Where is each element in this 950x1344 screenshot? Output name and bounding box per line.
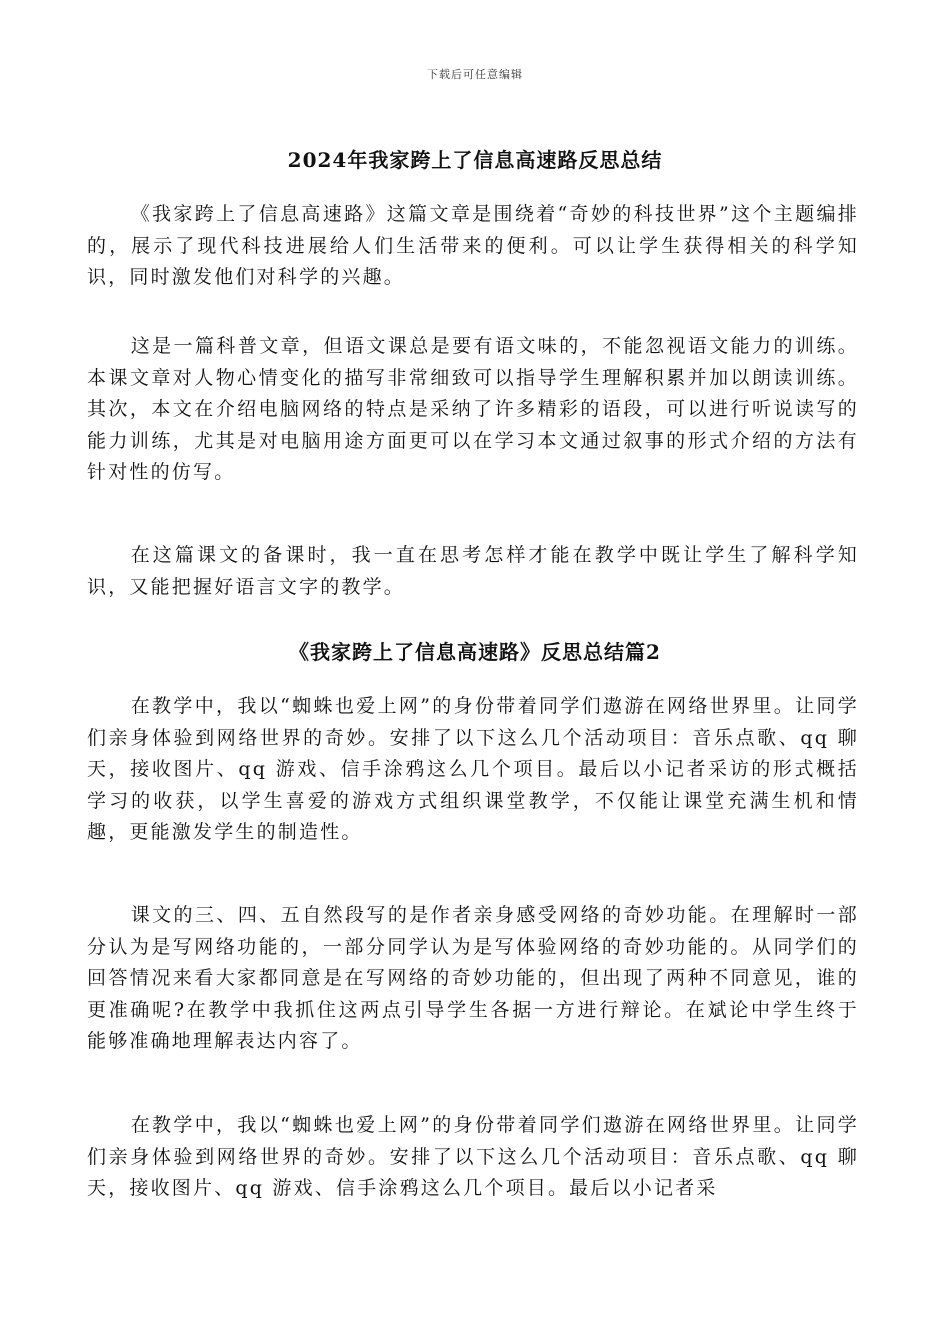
paragraph-3: 在这篇课文的备课时，我一直在思考怎样才能在教学中既让学生了解科学知识，又能把握好语言文字的教学。: [87, 544, 859, 598]
section-2-paragraph-3: 在教学中，我以“蜘蛛也爱上网”的身份带着同学们遨游在网络世界里。让同学们亲身体验到网络世界的奇妙。安排了以下这么几个活动项目：音乐点歌、qq 聊天，接收图片、qq 游戏、信手涂鸦这么几个项目。最后以小记者采: [87, 1114, 859, 1199]
section-2-title: 《我家跨上了信息高速路》反思总结篇2: [289, 640, 661, 664]
header-note: 下载后可任意编辑: [427, 68, 523, 81]
paragraph-2: 这是一篇科普文章，但语文课总是要有语文味的，不能忽视语文能力的训练。本课文章对人物心情变化的描写非常细致可以指导学生理解积累并加以朗读训练。其次，本文在介绍电脑网络的特点是采纳了许多精彩的语段，可以进行听说读写的能力训练，尤其是对电脑用途方面更可以在学习本文通过叙事的形式介绍的方法有针对性的仿写。: [87, 335, 859, 483]
section-2-paragraph-1: 在教学中，我以“蜘蛛也爱上网”的身份带着同学们遨游在网络世界里。让同学们亲身体验到网络世界的奇妙。安排了以下这么几个活动项目：音乐点歌、qq 聊天，接收图片、qq 游戏、信手涂鸦这么几个项目。最后以小记者采访的形式概括学习的收获，以学生喜爱的游戏方式组织课堂教学，不仅能让课堂充满生机和情趣，更能激发学生的制造性。: [87, 695, 859, 843]
paragraph-1: 《我家跨上了信息高速路》这篇文章是围绕着“奇妙的科技世界”这个主题编排的，展示了现代科技进展给人们生活带来的便利。可以让学生获得相关的科学知识，同时激发他们对科学的兴趣。: [87, 203, 859, 288]
section-2-paragraph-2: 课文的三、四、五自然段写的是作者亲身感受网络的奇妙功能。在理解时一部分认为是写网络功能的，一部分同学认为是写体验网络的奇妙功能的。从同学们的回答情况来看大家都同意是在写网络的奇妙功能的，但出现了两种不同意见，谁的更准确呢?在教学中我抓住这两点引导学生各据一方进行辩论。在斌论中学生终于能够准确地理解表达内容了。: [87, 904, 859, 1052]
document-title: 2024年我家跨上了信息高速路反思总结: [287, 148, 663, 172]
